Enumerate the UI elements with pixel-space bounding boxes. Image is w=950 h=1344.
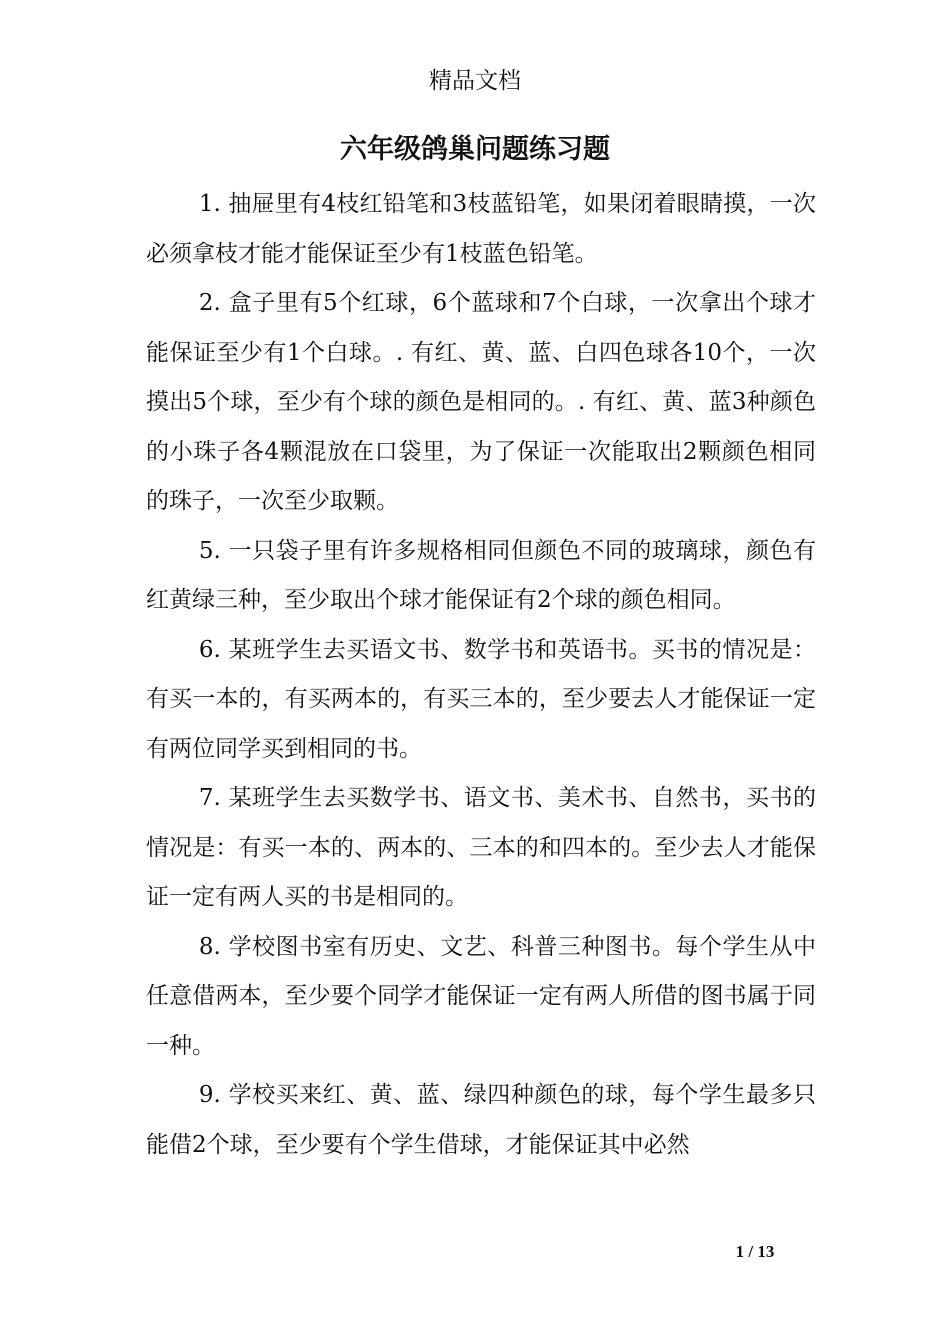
page-number: 1 / 13 <box>735 1242 775 1261</box>
question-paragraph-7: 7. 某班学生去买数学书、语文书、美术书、自然书，买书的情况是：有买一本的、两本的、三本的和四本的。至少去人才能保证一定有两人买的书是相同的。 <box>146 785 816 910</box>
document-title: 六年级鸽巢问题练习题 <box>340 134 610 165</box>
document-body <box>146 180 816 1170</box>
question-paragraph-6: 6. 某班学生去买语文书、数学书和英语书。买书的情况是：有买一本的，有买两本的，有买三本的，至少要去人才能保证一定有两位同学买到相同的书。 <box>146 636 816 762</box>
page-header: 精品文档 <box>429 68 521 94</box>
question-paragraph-9: 9. 学校买来红、黄、蓝、绿四种颜色的球，每个学生最多只能借2个球，至少要有个学生借球，才能保证其中必然 <box>146 1082 816 1158</box>
question-paragraph-2: 2. 盒子里有5个红球，6个蓝球和7个白球，一次拿出个球才能保证至少有1个白球。. 有红、黄、蓝、白四色球各10个，一次摸出5个球，至少有个球的颜色是相同的。. 有红、黄、蓝3种颜色的小珠子各4颗混放在口袋里，为了保证一次能取出2颗颜色相同的珠子，一次至少取颗。 <box>146 290 816 514</box>
question-paragraph-8: 8. 学校图书室有历史、文艺、科普三种图书。每个学生从中任意借两本，至少要个同学才能保证一定有两人所借的图书属于同一种。 <box>146 933 816 1059</box>
question-paragraph-5: 5. 一只袋子里有许多规格相同但颜色不同的玻璃球，颜色有红黄绿三种，至少取出个球才能保证有2个球的颜色相同。 <box>146 537 816 613</box>
question-paragraph-1: 1. 抽屉里有4枝红铅笔和3枝蓝铅笔，如果闭着眼睛摸，一次必须拿枝才能才能保证至少有1枝蓝色铅笔。 <box>146 191 816 267</box>
